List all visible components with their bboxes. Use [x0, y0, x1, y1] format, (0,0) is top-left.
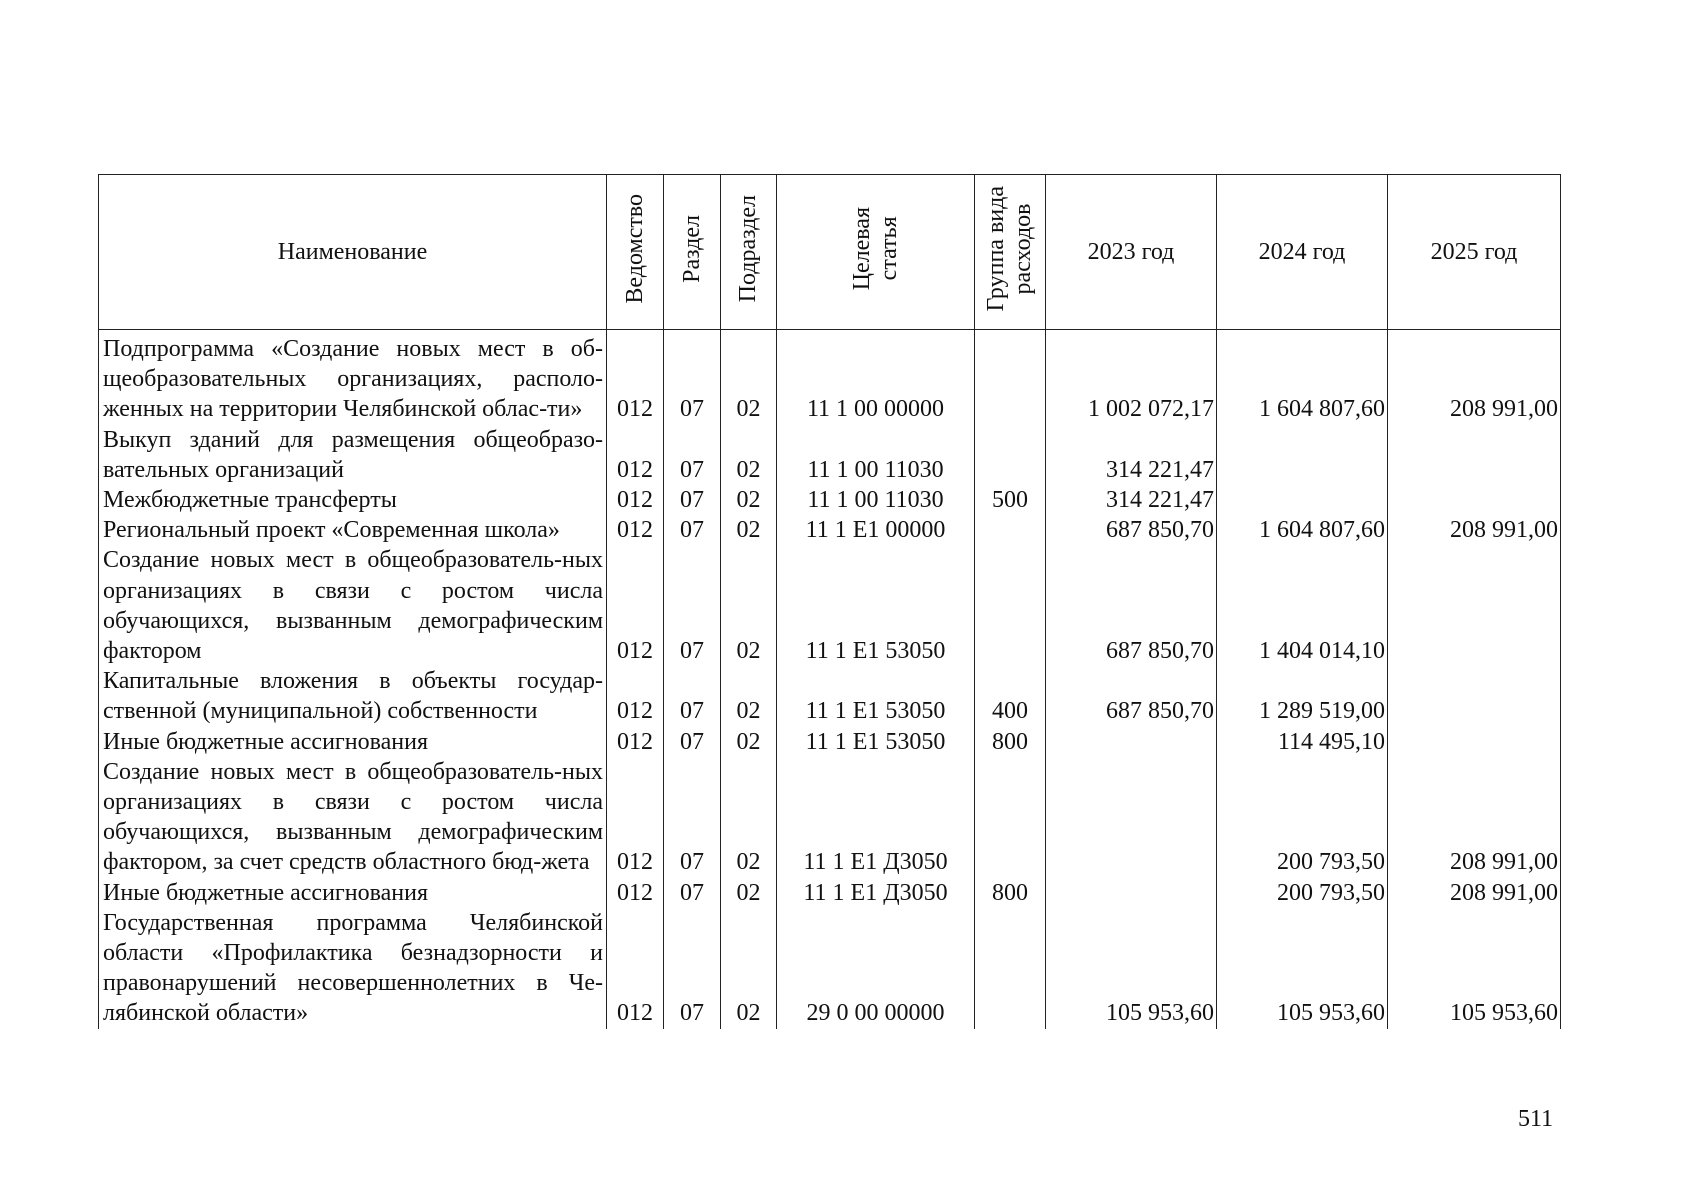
- table-body: [99, 330, 1561, 1029]
- cell-expense-group: [975, 330, 1046, 425]
- cell-subsection: 02: [721, 485, 777, 515]
- cell-target-item: 11 1 E1 Д3050: [777, 757, 975, 878]
- cell-year-2023: 314 221,47: [1046, 485, 1217, 515]
- header-name: Наименование: [99, 175, 607, 330]
- cell-expense-group: [975, 908, 1046, 1029]
- header-subsection-label: Подраздел: [735, 194, 761, 303]
- cell-expense-group: 400: [975, 666, 1046, 726]
- cell-expense-group: 500: [975, 485, 1046, 515]
- cell-section: 07: [664, 545, 721, 666]
- cell-section: 07: [664, 666, 721, 726]
- cell-year-2025: 208 991,00: [1388, 878, 1561, 908]
- cell-year-2024: 1 404 014,10: [1217, 545, 1388, 666]
- header-year-2023: 2023 год: [1046, 175, 1217, 330]
- cell-year-2023: [1046, 757, 1217, 878]
- cell-target-item: 29 0 00 00000: [777, 908, 975, 1029]
- table-row: [99, 757, 1561, 878]
- cell-name: Государственная программа Челябинской области «Профилактика безнадзорности и правонарушений несовершеннолетних в Че-лябинской области»: [99, 908, 607, 1029]
- cell-subsection: 02: [721, 425, 777, 485]
- cell-year-2025: [1388, 545, 1561, 666]
- cell-target-item: 11 1 E1 53050: [777, 666, 975, 726]
- cell-expense-group: [975, 757, 1046, 878]
- cell-name: Иные бюджетные ассигнования: [99, 878, 607, 908]
- cell-department: 012: [607, 485, 664, 515]
- cell-year-2025: 208 991,00: [1388, 515, 1561, 545]
- cell-subsection: 02: [721, 666, 777, 726]
- cell-target-item: 11 1 E1 53050: [777, 727, 975, 757]
- cell-target-item: 11 1 E1 Д3050: [777, 878, 975, 908]
- cell-section: 07: [664, 425, 721, 485]
- cell-year-2023: 687 850,70: [1046, 666, 1217, 726]
- cell-name: Создание новых мест в общеобразователь-ных организациях в связи с ростом числа обучающихся, вызванным демографическим фактором: [99, 545, 607, 666]
- cell-section: 07: [664, 485, 721, 515]
- table-row: [99, 485, 1561, 515]
- header-subsection: [721, 175, 777, 330]
- header-section: [664, 175, 721, 330]
- header-department: [607, 175, 664, 330]
- cell-target-item: 11 1 E1 00000: [777, 515, 975, 545]
- page-number: 511: [1518, 1106, 1554, 1132]
- header-section-label: Раздел: [678, 214, 705, 283]
- header-department-label: Ведомство: [621, 193, 648, 304]
- cell-year-2023: 1 002 072,17: [1046, 330, 1217, 425]
- cell-year-2023: [1046, 727, 1217, 757]
- table-header-row: [99, 175, 1561, 330]
- cell-year-2023: 687 850,70: [1046, 545, 1217, 666]
- table-row: [99, 425, 1561, 485]
- cell-year-2023: 687 850,70: [1046, 515, 1217, 545]
- cell-section: 07: [664, 757, 721, 878]
- cell-name: Капитальные вложения в объекты государ-ственной (муниципальной) собственности: [99, 666, 607, 726]
- cell-section: 07: [664, 330, 721, 425]
- cell-subsection: 02: [721, 878, 777, 908]
- cell-year-2024: 105 953,60: [1217, 908, 1388, 1029]
- cell-section: 07: [664, 878, 721, 908]
- cell-year-2024: 1 604 807,60: [1217, 515, 1388, 545]
- cell-year-2025: 208 991,00: [1388, 330, 1561, 425]
- cell-year-2025: 105 953,60: [1388, 908, 1561, 1029]
- header-expense-group: [975, 175, 1046, 330]
- table-row: [99, 727, 1561, 757]
- cell-subsection: 02: [721, 515, 777, 545]
- header-year-2024: 2024 год: [1217, 175, 1388, 330]
- cell-year-2024: 200 793,50: [1217, 757, 1388, 878]
- cell-department: 012: [607, 515, 664, 545]
- cell-year-2024: [1217, 425, 1388, 485]
- cell-target-item: 11 1 00 00000: [777, 330, 975, 425]
- cell-expense-group: [975, 545, 1046, 666]
- cell-year-2024: 1 289 519,00: [1217, 666, 1388, 726]
- cell-section: 07: [664, 727, 721, 757]
- cell-section: 07: [664, 515, 721, 545]
- cell-target-item: 11 1 E1 53050: [777, 545, 975, 666]
- cell-year-2025: 208 991,00: [1388, 757, 1561, 878]
- cell-year-2024: 200 793,50: [1217, 878, 1388, 908]
- table-row: [99, 908, 1561, 1029]
- cell-year-2025: [1388, 666, 1561, 726]
- cell-department: 012: [607, 545, 664, 666]
- cell-subsection: 02: [721, 727, 777, 757]
- cell-subsection: 02: [721, 757, 777, 878]
- cell-section: 07: [664, 908, 721, 1029]
- cell-department: 012: [607, 908, 664, 1029]
- cell-year-2025: [1388, 727, 1561, 757]
- cell-year-2024: 1 604 807,60: [1217, 330, 1388, 425]
- cell-name: Иные бюджетные ассигнования: [99, 727, 607, 757]
- cell-name: Выкуп зданий для размещения общеобразо-вательных организаций: [99, 425, 607, 485]
- cell-expense-group: [975, 515, 1046, 545]
- cell-subsection: 02: [721, 330, 777, 425]
- budget-table: [98, 174, 1561, 1029]
- cell-year-2024: [1217, 485, 1388, 515]
- cell-department: 012: [607, 878, 664, 908]
- cell-name: Создание новых мест в общеобразователь-ных организациях в связи с ростом числа обучающихся, вызванным демографическим фактором, за счет средств областного бюд-жета: [99, 757, 607, 878]
- cell-expense-group: 800: [975, 727, 1046, 757]
- header-expense-group-label: Группа вида расходов: [983, 185, 1036, 312]
- cell-year-2023: 105 953,60: [1046, 908, 1217, 1029]
- table-row: [99, 330, 1561, 425]
- table-row: [99, 545, 1561, 666]
- cell-name: Региональный проект «Современная школа»: [99, 515, 607, 545]
- cell-year-2025: [1388, 485, 1561, 515]
- cell-year-2023: [1046, 878, 1217, 908]
- cell-target-item: 11 1 00 11030: [777, 485, 975, 515]
- cell-target-item: 11 1 00 11030: [777, 425, 975, 485]
- cell-department: 012: [607, 330, 664, 425]
- cell-department: 012: [607, 425, 664, 485]
- table-row: [99, 666, 1561, 726]
- cell-department: 012: [607, 727, 664, 757]
- header-target-item: [777, 175, 975, 330]
- table-row: [99, 515, 1561, 545]
- cell-expense-group: 800: [975, 878, 1046, 908]
- cell-name: Межбюджетные трансферты: [99, 485, 607, 515]
- cell-department: 012: [607, 757, 664, 878]
- cell-subsection: 02: [721, 908, 777, 1029]
- cell-year-2024: 114 495,10: [1217, 727, 1388, 757]
- table-row: [99, 878, 1561, 908]
- header-target-item-label: Целевая статья: [848, 206, 902, 291]
- cell-expense-group: [975, 425, 1046, 485]
- header-year-2025: 2025 год: [1388, 175, 1561, 330]
- cell-subsection: 02: [721, 545, 777, 666]
- cell-year-2025: [1388, 425, 1561, 485]
- cell-name: Подпрограмма «Создание новых мест в об-щеобразовательных организациях, располо-женных на территории Челябинской облас-ти»: [99, 330, 607, 425]
- cell-department: 012: [607, 666, 664, 726]
- cell-year-2023: 314 221,47: [1046, 425, 1217, 485]
